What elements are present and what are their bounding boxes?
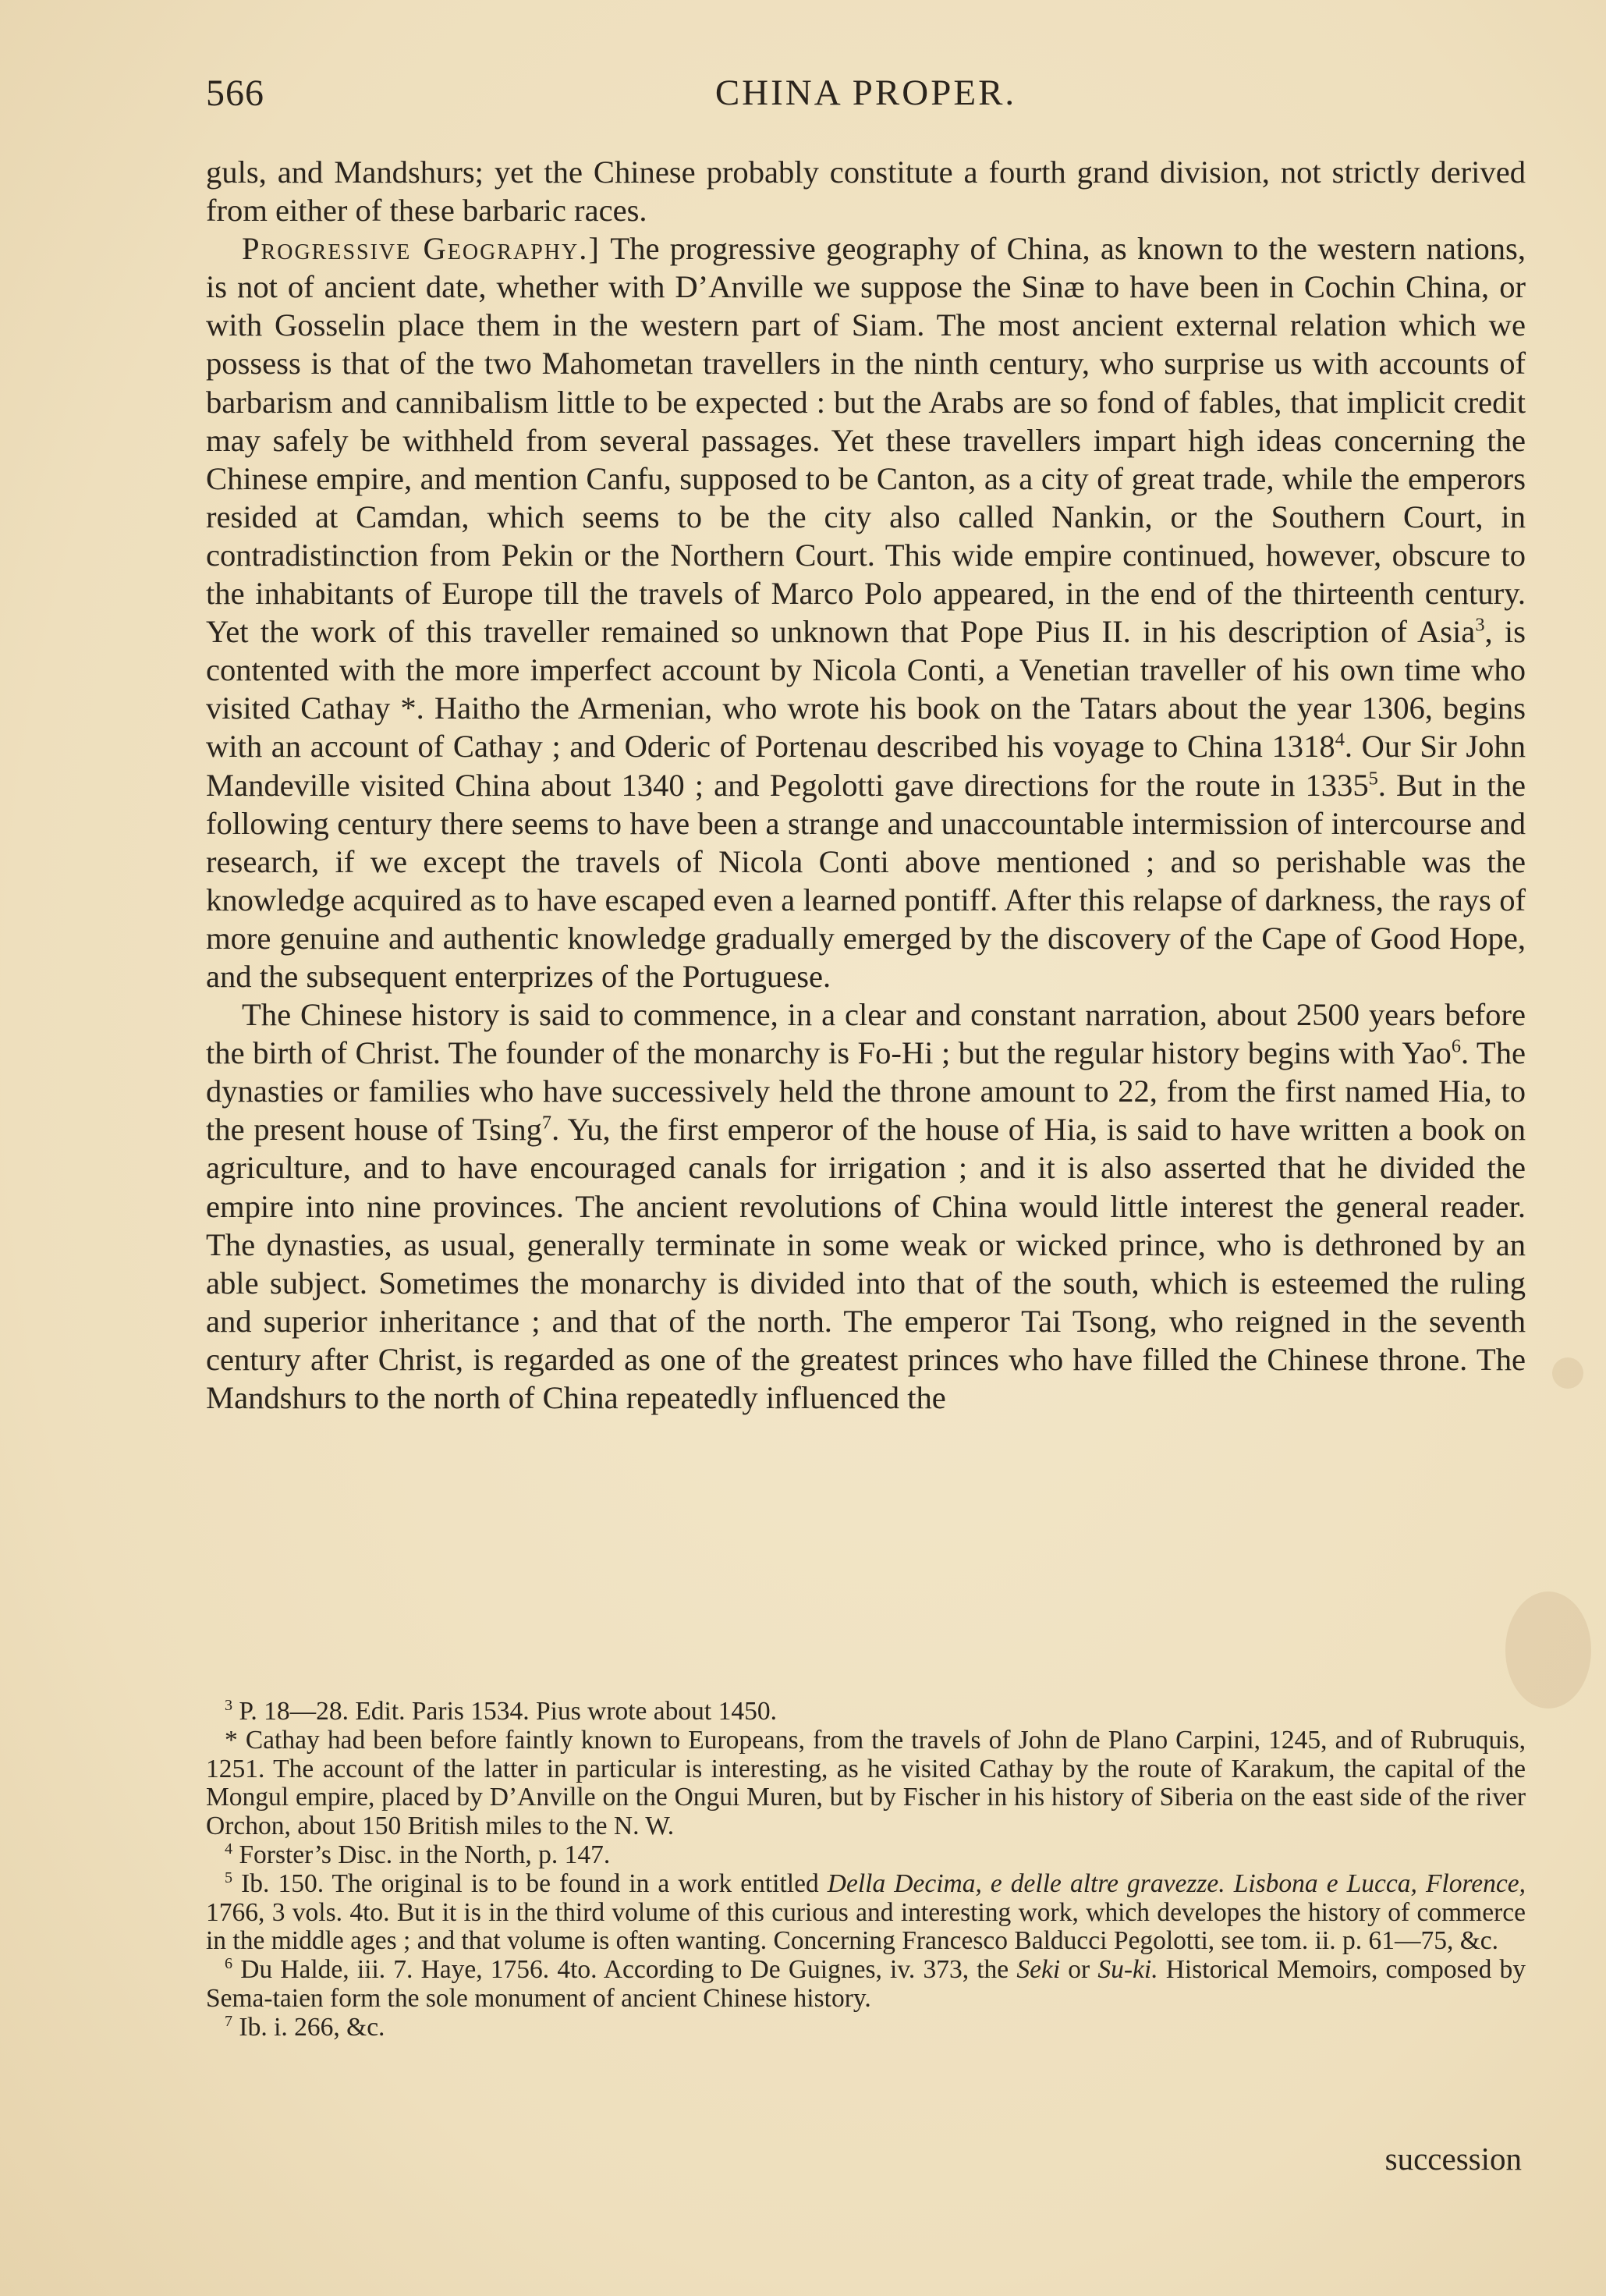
footnote-ref: 3 bbox=[1475, 614, 1485, 636]
footnote-mark: * bbox=[225, 1725, 238, 1755]
section-heading: Progressive Geography.] bbox=[242, 231, 601, 267]
body-text bbox=[206, 153, 1526, 1417]
footnote-mark: 4 bbox=[225, 1840, 233, 1858]
footnote: $^7$ Ib. i. 266, &c. bbox=[225, 2012, 385, 2042]
footnote: $^6$ Du Halde, iii. 7. Haye, 1756. 4to. According to De Guignes, iv. 373, the Seki or Su-ki. Historical Memoirs, composed by Sema-taien form the sole monument of ancient Chinese history. bbox=[206, 1955, 1526, 2013]
footnote-ref: 7 bbox=[541, 1112, 552, 1134]
paper-stain bbox=[1552, 1357, 1583, 1389]
paper-stain bbox=[1505, 1592, 1591, 1709]
footnote-mark: 7 bbox=[225, 2012, 233, 2030]
footnote: $^3$ P. 18—28. Edit. Paris 1534. Pius wrote about 1450. bbox=[225, 1696, 777, 1726]
paragraph: guls, and Mandshurs; yet the Chinese probably constitute a fourth grand division, not strictly derived from either of these barbaric races. bbox=[206, 154, 1526, 229]
footnote-mark: 5 bbox=[225, 1868, 233, 1886]
footnote-mark: 6 bbox=[225, 1955, 233, 1973]
running-head: CHINA PROPER. bbox=[714, 73, 1017, 113]
footnote: * Cathay had been before faintly known to Europeans, from the travels of John de Plano Carpini, 1245, and of Rubruquis, 1251. The account of the latter in particular is interesting, as he visited Cathay by the route of Karakum, the capital of the Mongul empire, placed by D’Anville on the Ongui Muren, but by Fischer in his history of Siberia on the east side of the river Orchon, about 150 British miles to the N. W. bbox=[206, 1725, 1526, 1841]
footnote: $^4$ Forster’s Disc. in the North, p. 147. bbox=[225, 1840, 611, 1869]
footnote-ref: 6 bbox=[1451, 1035, 1461, 1057]
catchword: succession bbox=[1384, 2141, 1522, 2177]
footnotes bbox=[206, 1698, 1526, 2042]
footnote-ref: 5 bbox=[1368, 767, 1378, 789]
paragraph: Progressive Geography.] The progressive geography of China, as known to the western nations, is not of ancient date, whether with D’Anville we suppose the Sinæ to have been in Cochin China, or with Gosselin place them in the western part of Siam. The most ancient external relation which we possess is that of the two Mahometan travellers in the ninth century, who surprise us with accounts of barbarism and cannibalism little to be expected : but the Arabs are so fond of fables, that implicit credit may safely be withheld from several passages. Yet these travellers impart high ideas concerning the Chinese empire, and mention Canfu, supposed to be Canton, as a city of great trade, while the emperors resided at Camdan, which seems to be the city also called Nankin, or the Southern Court, in contradistinction from Pekin or the Northern Court. This wide empire continued, however, obscure to the inhabitants of Europe till the travels of Marco Polo appeared, in the end of the thirteenth century. Yet the work of this traveller remained so unknown that Pope Pius II. in his description of Asia$^3$, is contented with the more imperfect account by Nicola Conti, a Venetian traveller of his own time who visited Cathay *. Haitho the Armenian, who wrote his book on the Tatars about the year 1306, begins with an account of Cathay ; and Oderic of Portenau described his voyage to China 1318$^4$. Our Sir John Mandeville visited China about 1340 ; and Pegolotti gave directions for the route in 1335$^5$. But in the following century there seems to have been a strange and unaccountable intermission of intercourse and research, if we except the travels of Nicola Conti above mentioned ; and so perishable was the knowledge acquired as to have escaped even a learned pontiff. After this relapse of darkness, the rays of more genuine and authentic knowledge gradually emerged by the discovery of the Cape of Good Hope, and the subsequent enterprizes of the Portuguese. bbox=[206, 231, 1526, 994]
page-header bbox=[206, 72, 1526, 126]
footnote: $^5$ Ib. 150. The original is to be found in a work entitled Della Decima, e delle altre gravezze. Lisbona e Lucca, Florence, 1766, 3 vols. 4to. But it is in the third volume of this curious and interesting work, which developes the history of commerce in the middle ages ; and that volume is often wanting. Concerning Francesco Balducci Pegolotti, see tom. ii. p. 61—75, &c. bbox=[206, 1868, 1526, 1956]
paragraph: The Chinese history is said to commence, in a clear and constant narration, about 2500 years before the birth of Christ. The founder of the monarchy is Fo-Hi ; but the regular history begins with Yao$^6$. The dynasties or families who have successively held the throne amount to 22, from the first named Hia, to the present house of Tsing$^7$. Yu, the first emperor of the house of Hia, is said to have written a book on agriculture, and to have encouraged canals for irrigation ; and it is also asserted that he divided the empire into nine provinces. The ancient revolutions of China would little interest the general reader. The dynasties, as usual, generally terminate in some weak or wicked prince, who is dethroned by an able subject. Sometimes the monarchy is divided into that of the south, which is esteemed the ruling and superior inheritance ; and that of the north. The emperor Tai Tsong, who reigned in the seventh century after Christ, is regarded as one of the greatest princes who have filled the Chinese throne. The Mandshurs to the north of China repeatedly influenced the bbox=[206, 997, 1526, 1415]
footnote-mark: 3 bbox=[225, 1696, 233, 1714]
page-number: 566 bbox=[206, 73, 264, 114]
footnote-ref: 4 bbox=[1335, 729, 1345, 751]
